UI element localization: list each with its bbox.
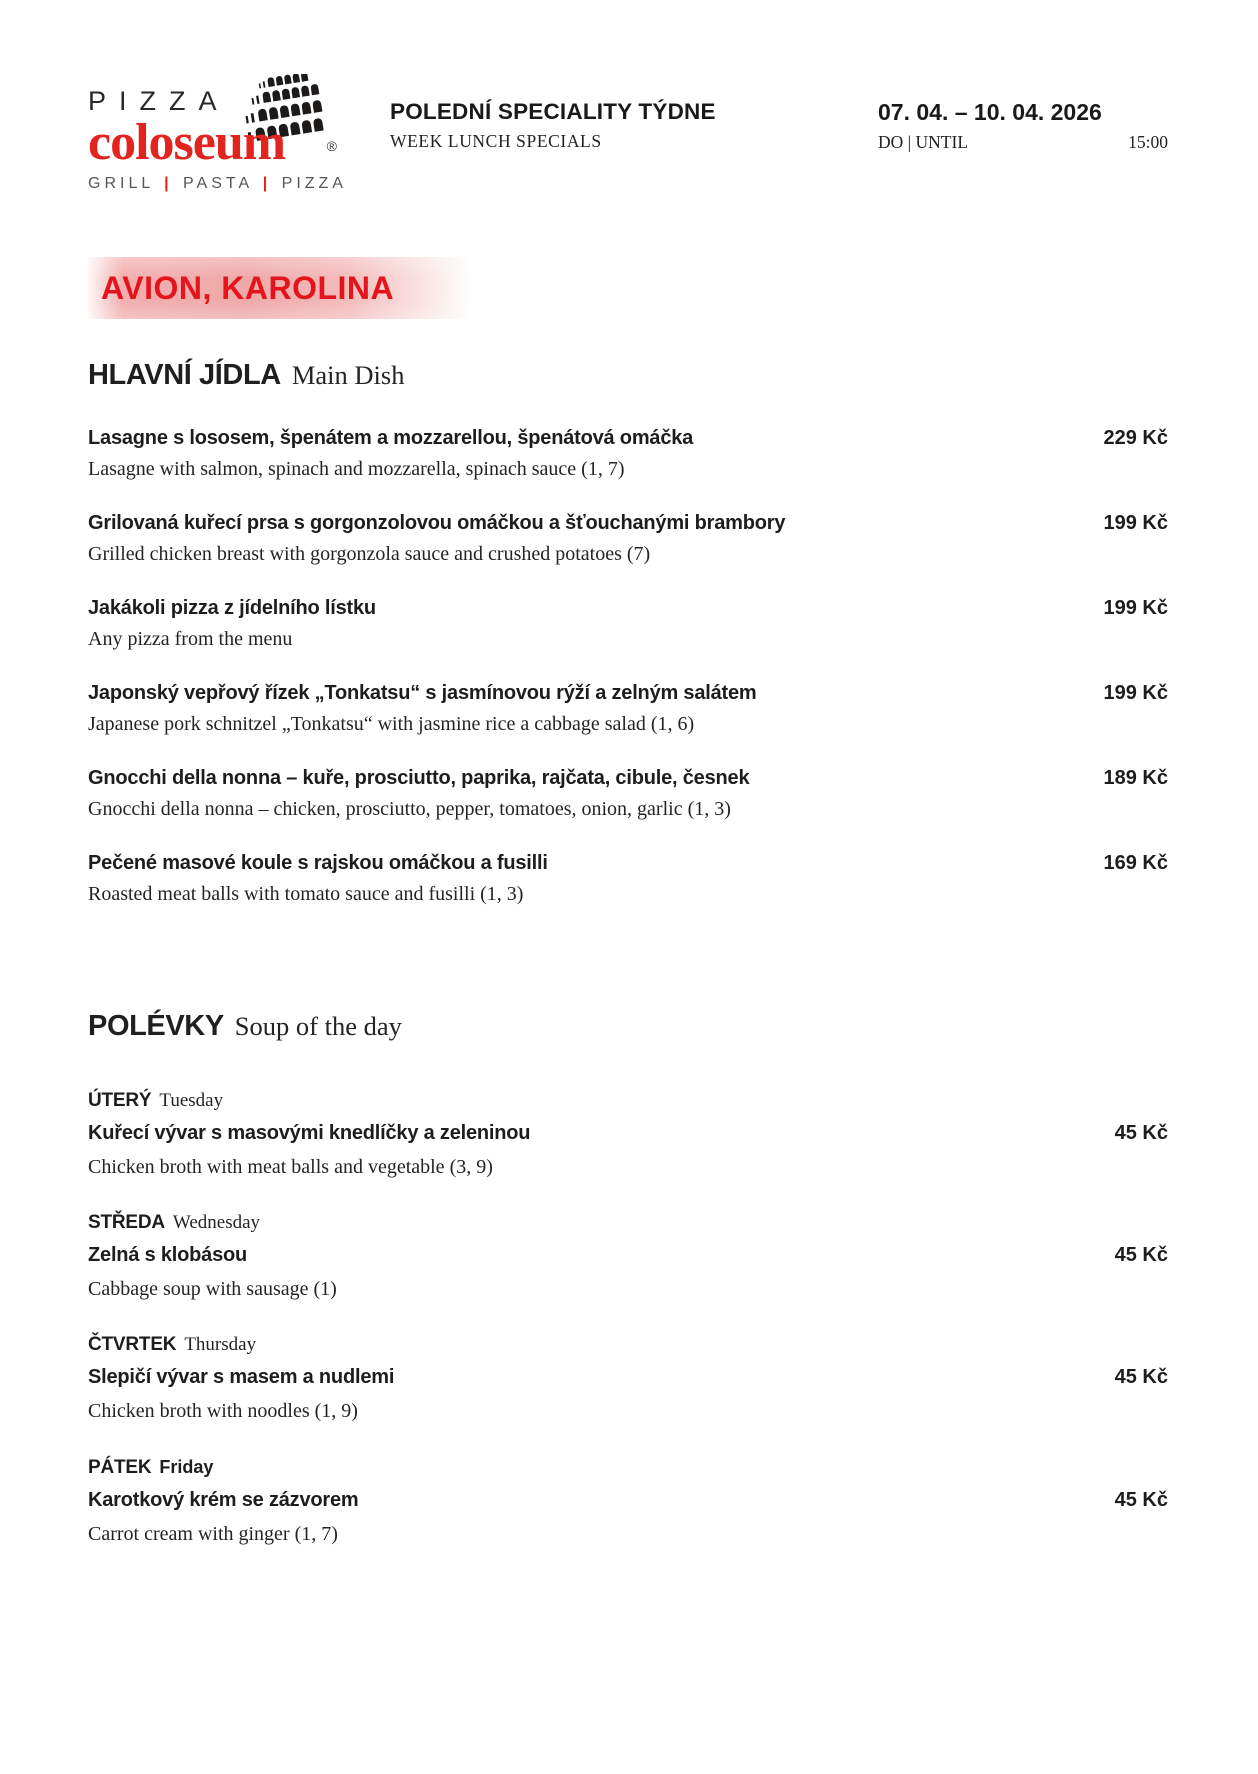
soup-day-cs: PÁTEK — [88, 1457, 152, 1478]
dish-name-en: Any pizza from the menu — [88, 628, 293, 650]
location-name: AVION, KAROLINA — [101, 269, 395, 306]
menu-item — [88, 508, 1168, 571]
soup-name-en: Chicken broth with noodles (1, 9) — [88, 1400, 358, 1422]
dish-price: 199 Kč — [1103, 512, 1168, 534]
menu-item-head — [88, 763, 1168, 793]
dish-name-cs: Grilovaná kuřecí prsa s gorgonzolovou omáčkou a šťouchanými brambory — [88, 512, 786, 534]
dish-name-en: Grilled chicken breast with gorgonzola sauce and crushed potatoes (7) — [88, 543, 651, 565]
soup-name-en: Chicken broth with meat balls and vegetable (3, 9) — [88, 1156, 493, 1178]
soup-price: 45 Kč — [1114, 1489, 1168, 1511]
menu-item-head — [88, 678, 1168, 708]
section-heading-main-dishes — [88, 355, 1168, 395]
page-subtitle: WEEK LUNCH SPECIALS — [390, 131, 602, 151]
menu-item-head — [88, 848, 1168, 878]
until-row — [878, 132, 1168, 153]
menu-content — [88, 355, 1168, 1575]
brand-name-main-text: coloseum — [88, 114, 286, 171]
dish-name-en: Japanese pork schnitzel „Tonkatsu“ with jasmine rice a cabbage salad (1, 6) — [88, 713, 695, 735]
soup-name-row — [88, 1483, 1168, 1517]
dish-price: 199 Kč — [1103, 597, 1168, 619]
tagline-pizza: PIZZA — [281, 175, 347, 192]
section-heading-soups — [88, 1006, 1168, 1046]
soup-item — [88, 1208, 1168, 1306]
dish-name-cs: Pečené masové koule s rajskou omáčkou a fusilli — [88, 852, 548, 874]
page-title: POLEDNÍ SPECIALITY TÝDNE — [390, 99, 716, 124]
soup-day-row — [88, 1208, 1168, 1238]
dish-price: 169 Kč — [1103, 852, 1168, 874]
dish-price: 229 Kč — [1103, 427, 1168, 449]
header-date-block — [878, 99, 1168, 153]
until-label: DO | UNTIL — [878, 132, 969, 152]
menu-item-head — [88, 423, 1168, 453]
tagline-separator-icon: | — [164, 175, 173, 192]
menu-item — [88, 763, 1168, 826]
soup-name-row — [88, 1238, 1168, 1272]
soup-name-en: Cabbage soup with sausage (1) — [88, 1278, 337, 1300]
tagline-pasta: PASTA — [183, 175, 253, 192]
dish-name-en: Lasagne with salmon, spinach and mozzarella, spinach sauce (1, 7) — [88, 458, 625, 480]
registered-trademark-icon: ® — [326, 138, 337, 154]
menu-item — [88, 678, 1168, 741]
soup-price: 45 Kč — [1114, 1366, 1168, 1388]
tagline-separator-icon: | — [262, 175, 272, 192]
soup-name-cs: Kuřecí vývar s masovými knedlíčky a zeleninou — [88, 1122, 531, 1144]
soup-day-en: Wednesday — [172, 1212, 261, 1233]
menu-item-head — [88, 508, 1168, 538]
soup-day-row — [88, 1330, 1168, 1360]
soup-name-row — [88, 1360, 1168, 1394]
dish-name-cs: Gnocchi della nonna – kuře, prosciutto, paprika, rajčata, cibule, česnek — [88, 767, 750, 789]
dish-name-en: Roasted meat balls with tomato sauce and fusilli (1, 3) — [88, 883, 524, 905]
menu-item — [88, 423, 1168, 486]
header-title-block — [390, 99, 716, 152]
soups-list — [88, 1086, 1168, 1551]
soup-day-row — [88, 1086, 1168, 1116]
soup-name-cs: Slepičí vývar s masem a nudlemi — [88, 1366, 395, 1388]
soup-day-en: Thursday — [184, 1334, 257, 1355]
dish-price: 199 Kč — [1103, 682, 1168, 704]
section-heading-en: Main Dish — [291, 360, 405, 390]
soup-day-en: Tuesday — [159, 1090, 224, 1111]
soup-item — [88, 1452, 1168, 1551]
soup-day-cs: STŘEDA — [88, 1212, 165, 1233]
until-time: 15:00 — [1128, 132, 1168, 152]
soup-day-en: Friday — [159, 1457, 214, 1477]
brand-tagline — [88, 175, 347, 193]
soup-price: 45 Kč — [1114, 1244, 1168, 1266]
soup-price: 45 Kč — [1114, 1122, 1168, 1144]
soup-name-cs: Karotkový krém se zázvorem — [88, 1489, 359, 1511]
section-heading-en: Soup of the day — [234, 1011, 402, 1041]
soup-name-row — [88, 1116, 1168, 1150]
location-banner — [88, 257, 472, 319]
tagline-grill: GRILL — [88, 175, 154, 192]
brand-name-main — [88, 114, 337, 171]
menu-item — [88, 593, 1168, 656]
dish-name-cs: Lasagne s lososem, špenátem a mozzarellou, špenátová omáčka — [88, 427, 694, 449]
dish-name-en: Gnocchi della nonna – chicken, prosciutto, pepper, tomatoes, onion, garlic (1, 3) — [88, 798, 731, 820]
dish-price: 189 Kč — [1103, 767, 1168, 789]
section-heading-cs: POLÉVKY — [88, 1010, 224, 1042]
soup-item — [88, 1086, 1168, 1184]
soup-day-row — [88, 1452, 1168, 1483]
dish-name-cs: Japonský vepřový řízek „Tonkatsu“ s jasmínovou rýží a zelným salátem — [88, 682, 757, 704]
brand-name-top: PIZZA — [88, 86, 230, 116]
soup-name-cs: Zelná s klobásou — [88, 1244, 248, 1266]
section-heading-cs: HLAVNÍ JÍDLA — [88, 359, 281, 391]
menu-item — [88, 848, 1168, 911]
soup-day-cs: ÚTERÝ — [88, 1090, 152, 1111]
date-range: 07. 04. – 10. 04. 2026 — [878, 99, 1102, 125]
main-dishes-list — [88, 423, 1168, 911]
brand-logo — [88, 86, 347, 193]
dish-name-cs: Jakákoli pizza z jídelního lístku — [88, 597, 376, 619]
soup-name-en: Carrot cream with ginger (1, 7) — [88, 1523, 338, 1545]
soup-item — [88, 1330, 1168, 1428]
menu-item-head — [88, 593, 1168, 623]
soup-day-cs: ČTVRTEK — [88, 1334, 177, 1355]
